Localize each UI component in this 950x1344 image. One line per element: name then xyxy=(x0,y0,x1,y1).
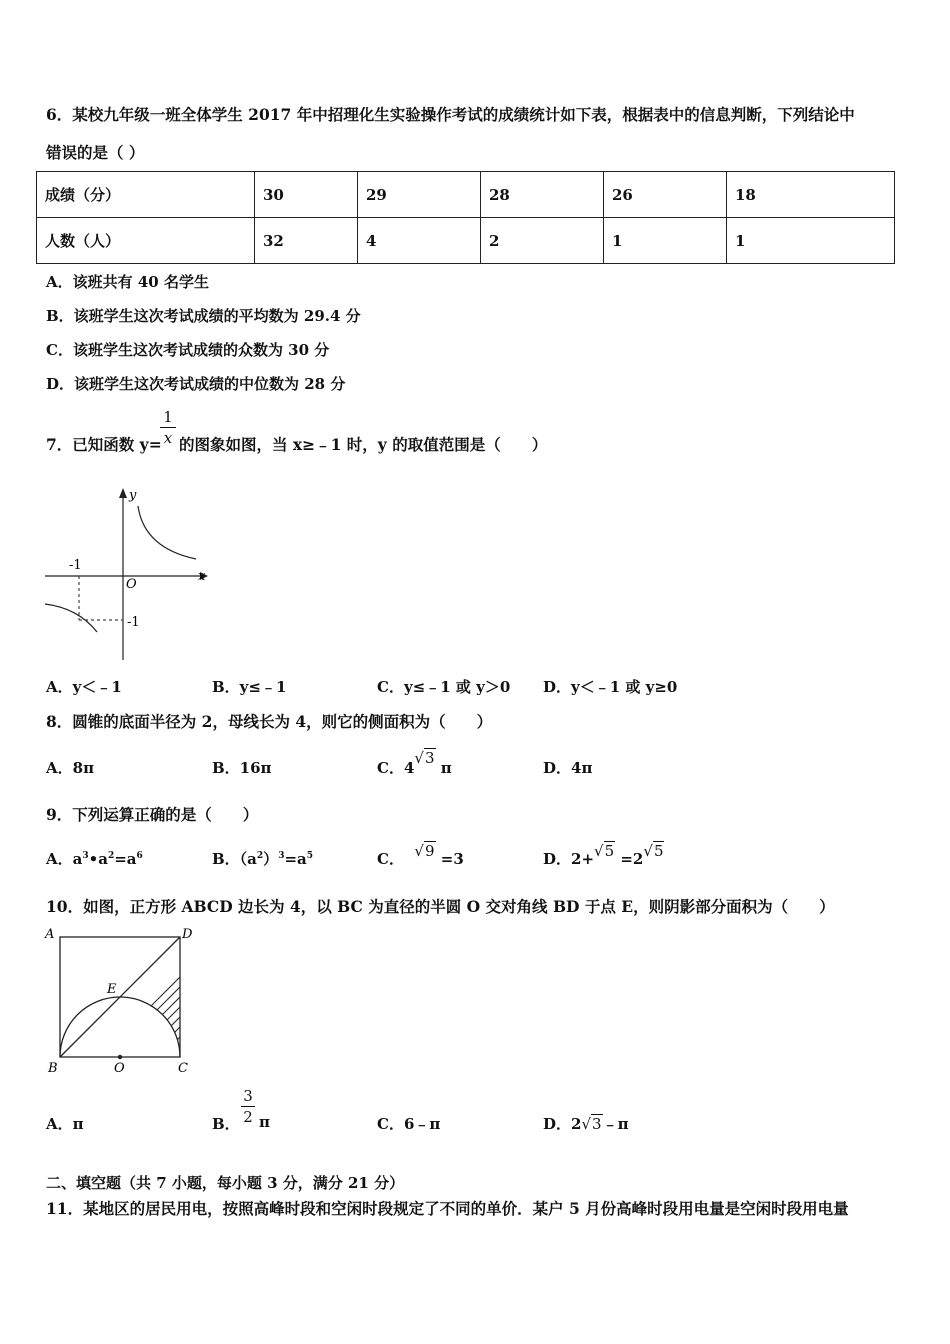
radicand: 5 xyxy=(604,842,615,860)
label-e: E xyxy=(107,982,117,997)
table-cell: 30 xyxy=(255,172,358,218)
exponent: 3 xyxy=(278,851,285,861)
radicand: 3 xyxy=(424,749,435,767)
option-c-suffix: π xyxy=(440,759,452,777)
table-row xyxy=(37,218,895,264)
table-cell: 1 xyxy=(727,218,895,264)
sqrt-three: √3 xyxy=(414,749,435,767)
q9-option-c xyxy=(377,842,464,869)
label-o: O xyxy=(114,1061,125,1076)
q6-option-d: D．该班学生这次考试成绩的中位数为 28 分 xyxy=(46,375,346,393)
label-c: C xyxy=(178,1061,188,1076)
origin-label: O xyxy=(126,577,137,592)
fraction-bar xyxy=(241,1106,255,1107)
table-cell: 28 xyxy=(481,172,604,218)
fraction-numerator: 3 xyxy=(243,1087,253,1105)
table-cell: 26 xyxy=(604,172,727,218)
option-c-prefix: C．4 xyxy=(377,759,415,777)
hyperbola-graph xyxy=(40,482,215,662)
table-cell: 2 xyxy=(481,218,604,264)
q6-stem-line1: 6．某校九年级一班全体学生 2017 年中招理化生实验操作考试的成绩统计如下表，根据表中的信息判断，下列结论中 xyxy=(46,105,855,124)
section2-title: 二、填空题（共 7 小题，每小题 3 分，满分 21 分） xyxy=(46,1174,405,1192)
exponent: 2 xyxy=(256,851,264,861)
square-semicircle-figure xyxy=(40,922,210,1080)
hatch-line xyxy=(140,957,210,1057)
option-b-text: =a xyxy=(284,850,307,868)
q7-option-a: A．y＜﹣1 xyxy=(46,678,122,696)
q6-option-b: B．该班学生这次考试成绩的平均数为 29.4 分 xyxy=(46,307,361,325)
q8-stem: 8．圆锥的底面半径为 2，母线长为 4，则它的侧面积为（ ） xyxy=(46,712,493,731)
q6-stem-line2: 错误的是（ ） xyxy=(46,143,145,162)
q9-stem: 9．下列运算正确的是（ ） xyxy=(46,805,259,824)
option-b-text: ） xyxy=(263,850,279,868)
shaded-hatching xyxy=(100,957,210,1057)
sqrt-nine: √9 xyxy=(414,842,435,860)
table-cell: 1 xyxy=(604,218,727,264)
table-row xyxy=(37,172,895,218)
q10-option-b-fraction xyxy=(241,1087,255,1126)
hatch-line xyxy=(160,957,210,1057)
x-axis-label: x xyxy=(198,569,206,584)
q9-option-b xyxy=(212,848,313,869)
option-d-text: ﹣π xyxy=(602,1115,629,1133)
curve-branch-positive xyxy=(138,506,196,559)
sqrt-five: √5 xyxy=(643,842,664,860)
radicand: 5 xyxy=(653,842,664,860)
label-d: D xyxy=(182,927,193,942)
option-c-text: C． xyxy=(377,850,404,868)
q10-option-a: A．π xyxy=(46,1115,84,1133)
q7-fraction xyxy=(160,408,176,447)
sqrt-five: √5 xyxy=(594,842,615,860)
q8-option-a: A．8π xyxy=(46,759,95,777)
q7-option-c: C．y≤﹣1 或 y＞0 xyxy=(377,678,511,696)
exponent: 6 xyxy=(136,851,143,861)
table-cell: 人数（人） xyxy=(37,218,255,264)
label-b: B xyxy=(48,1061,58,1076)
q11-stem: 11．某地区的居民用电，按照高峰时段和空闲时段规定了不同的单价．某户 5 月份高峰时段用电量是空闲时段用电量 xyxy=(46,1199,849,1218)
fraction-numerator: 1 xyxy=(163,408,173,426)
q10-option-d xyxy=(543,1113,629,1134)
hatch-line xyxy=(100,957,200,1057)
radicand: 9 xyxy=(424,842,435,860)
option-d-text: =2 xyxy=(620,850,644,868)
radicand: 3 xyxy=(592,1115,602,1133)
fraction-denominator: x xyxy=(163,429,173,447)
fraction-denominator: 2 xyxy=(243,1108,253,1126)
option-c-text: =3 xyxy=(440,850,464,868)
option-a-text: A．a xyxy=(46,850,83,868)
table-cell: 29 xyxy=(358,172,481,218)
sqrt-three: √3 xyxy=(581,1115,602,1133)
curve-branch-negative xyxy=(45,604,97,632)
q8-option-d: D．4π xyxy=(543,759,593,777)
label-a: A xyxy=(45,927,55,942)
option-b-text: B．（a xyxy=(212,850,257,868)
option-a-text: •a xyxy=(88,850,108,868)
center-point-o xyxy=(118,1055,122,1059)
q10-option-c: C．6﹣π xyxy=(377,1115,441,1133)
q8-option-c xyxy=(377,749,452,778)
q9-option-a xyxy=(46,848,143,869)
q10-stem: 10．如图，正方形 ABCD 边长为 4，以 BC 为直径的半圆 O 交对角线 BD 于点 E，则阴影部分面积为（ ） xyxy=(46,897,835,916)
option-d-text: D．2+ xyxy=(543,850,595,868)
q7-option-b: B．y≤﹣1 xyxy=(212,678,287,696)
exponent: 2 xyxy=(107,851,115,861)
q7-stem-prefix: 7．已知函数 y= xyxy=(46,435,162,454)
q6-option-a: A．该班共有 40 名学生 xyxy=(46,273,209,291)
q10-option-b-suffix: π xyxy=(259,1113,270,1131)
hatch-line xyxy=(120,957,210,1057)
q10-option-b-prefix: B． xyxy=(212,1115,240,1133)
option-d-text: D．2 xyxy=(543,1115,582,1133)
q8-option-b: B．16π xyxy=(212,759,272,777)
y-axis-label: y xyxy=(129,488,137,503)
option-a-text: =a xyxy=(114,850,137,868)
exponent: 3 xyxy=(82,851,89,861)
q7-option-d: D．y＜﹣1 或 y≥0 xyxy=(543,678,678,696)
table-cell: 32 xyxy=(255,218,358,264)
y-tick-label: -1 xyxy=(127,615,140,630)
q6-option-c: C．该班学生这次考试成绩的众数为 30 分 xyxy=(46,341,330,359)
table-cell: 4 xyxy=(358,218,481,264)
x-tick-label: -1 xyxy=(69,558,82,573)
table-cell: 18 xyxy=(727,172,895,218)
q7-stem-suffix: 的图象如图，当 x≥﹣1 时，y 的取值范围是（ ） xyxy=(179,435,548,454)
fraction-bar xyxy=(160,427,176,428)
hatch-line xyxy=(110,957,210,1057)
q9-option-d xyxy=(543,842,664,869)
hatch-line xyxy=(170,957,210,1057)
score-table xyxy=(36,171,895,264)
semicircle-o xyxy=(60,997,180,1057)
table-cell: 成绩（分） xyxy=(37,172,255,218)
y-axis-arrow xyxy=(119,488,127,498)
exponent: 5 xyxy=(306,851,314,861)
